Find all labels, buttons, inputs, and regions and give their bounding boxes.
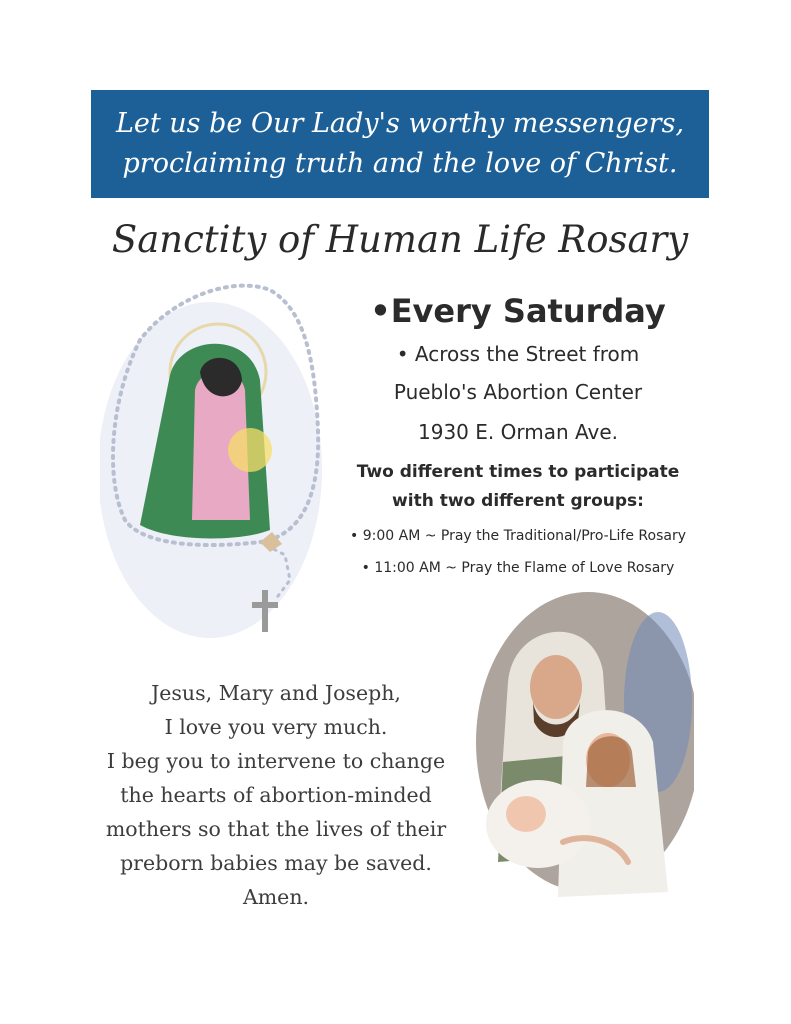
- our-lady-with-rosary-illustration: [100, 280, 330, 640]
- prayer-line: the hearts of abortion-minded: [120, 783, 432, 807]
- session-item: • 11:00 AM ~ Pray the Flame of Love Rosary: [361, 560, 675, 576]
- holy-family-illustration: [468, 592, 694, 918]
- prayer-line: I beg you to intervene to change: [106, 749, 446, 773]
- header-banner: [91, 90, 709, 198]
- location-line-2: Pueblo's Abortion Center: [393, 380, 643, 404]
- prayer-line: I love you very much.: [164, 715, 388, 739]
- page-title: Sanctity of Human Life Rosary: [111, 218, 689, 261]
- schedule: •Every Saturday: [370, 292, 666, 330]
- address: 1930 E. Orman Ave.: [418, 420, 618, 444]
- banner-line-1: Let us be Our Lady's worthy messengers,: [115, 108, 685, 139]
- prayer-line: preborn babies may be saved.: [120, 851, 432, 875]
- session-item: • 9:00 AM ~ Pray the Traditional/Pro-Life Rosary: [350, 528, 686, 544]
- prayer-line: Amen.: [242, 885, 310, 909]
- prayer-text: [76, 676, 476, 914]
- banner-line-2: proclaiming truth and the love of Christ.: [122, 148, 678, 179]
- prayer-line: Jesus, Mary and Joseph,: [151, 681, 401, 705]
- times-intro-line-1: Two different times to participate: [356, 462, 680, 482]
- prayer-line: mothers so that the lives of their: [105, 817, 447, 841]
- location-line-1: • Across the Street from: [396, 342, 640, 366]
- times-intro-line-2: with two different groups:: [392, 491, 644, 511]
